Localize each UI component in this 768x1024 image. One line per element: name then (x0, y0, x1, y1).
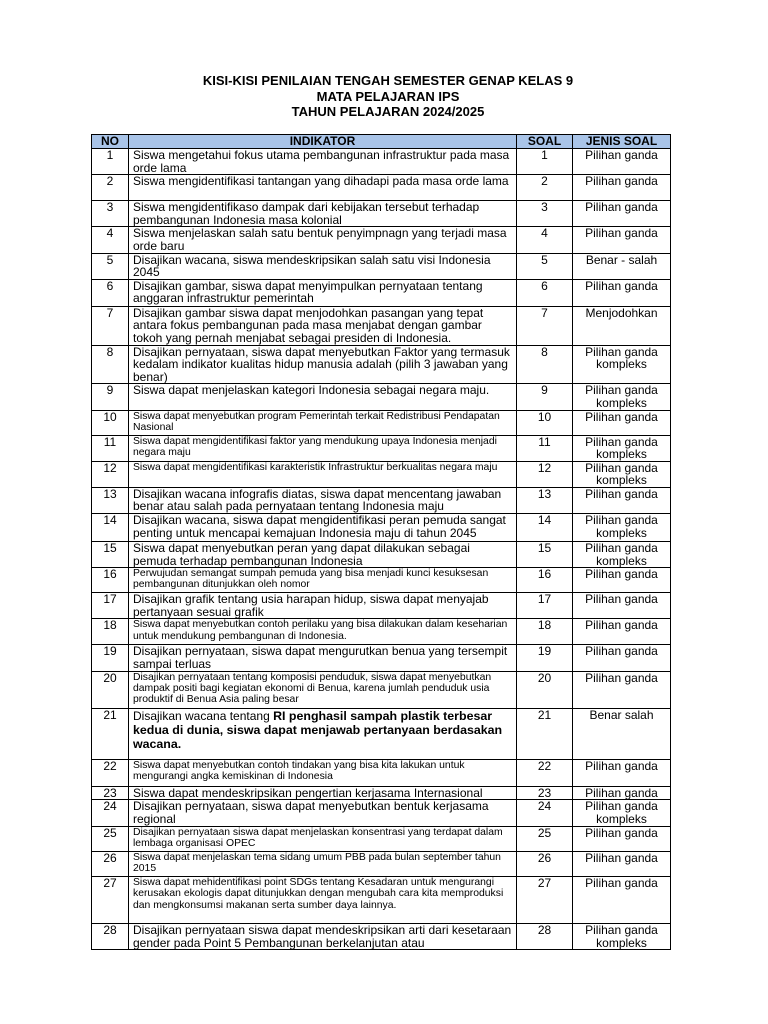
row-soal: 17 (517, 593, 573, 619)
table-row (92, 410, 671, 435)
row-jenis-soal: Pilihan ganda (573, 671, 671, 708)
row-jenis-soal: Pilihan ganda kompleks (573, 461, 671, 487)
title-line-1: KISI-KISI PENILAIAN TENGAH SEMESTER GENAP KELAS 9 (202, 73, 574, 88)
row-jenis-soal: Pilihan ganda (573, 619, 671, 645)
row-soal: 3 (517, 201, 573, 227)
row-indikator: Siswa dapat menyebutkan contoh tindakan yang bisa kita lakukan untuk mengurangi angka kemiskinan di Indonesia (129, 759, 517, 786)
row-number: 18 (92, 619, 129, 645)
header-soal: SOAL (517, 135, 573, 149)
table-row (92, 786, 671, 800)
row-indikator: Disajikan gambar siswa dapat menjodohkan pasangan yang tepat antara fokus pembangunan pada masa menjabat dengan gambar tokoh yang pernah menjabat sebagai presiden di Indonesia. (129, 306, 517, 345)
row-number: 4 (92, 227, 129, 253)
row-soal: 28 (517, 924, 573, 950)
row-indikator: Siswa dapat menyebutkan contoh perilaku yang bisa dilakukan dalam keseharian untuk mendukung pembangunan di Indonesia. (129, 619, 517, 645)
table-row (92, 384, 671, 410)
row-number: 3 (92, 201, 129, 227)
table-row (92, 149, 671, 175)
row-indikator: Perwujudan semangat sumpah pemuda yang bisa menjadi kunci kesuksesan pembangunan ditunjukkan oleh nomor (129, 568, 517, 593)
row-jenis-soal: Pilihan ganda (573, 175, 671, 201)
table-row (92, 593, 671, 619)
row-soal: 22 (517, 759, 573, 786)
row-number: 2 (92, 175, 129, 201)
row-number: 12 (92, 461, 129, 487)
row-soal: 14 (517, 514, 573, 542)
row-soal: 12 (517, 461, 573, 487)
table-row (92, 461, 671, 487)
row-indikator: Siswa dapat menyebutkan program Pemerintah terkait Redistribusi Pendapatan Nasional (129, 410, 517, 435)
table-row (92, 227, 671, 253)
kisi-kisi-table (91, 134, 671, 950)
row-indikator: Siswa mengidentifikaso dampak dari kebijakan tersebut terhadap pembangunan Indonesia masa kolonial (129, 201, 517, 227)
row-jenis-soal: Pilihan ganda (573, 201, 671, 227)
row-number: 20 (92, 671, 129, 708)
table-row (92, 800, 671, 827)
row-soal: 4 (517, 227, 573, 253)
row-soal: 9 (517, 384, 573, 410)
row-jenis-soal: Pilihan ganda (573, 759, 671, 786)
row-number: 9 (92, 384, 129, 410)
document-title (0, 73, 768, 120)
row-number: 17 (92, 593, 129, 619)
row-number: 13 (92, 487, 129, 513)
table-row (92, 279, 671, 306)
row-number: 28 (92, 924, 129, 950)
row-soal: 16 (517, 568, 573, 593)
table-row (92, 619, 671, 645)
row-jenis-soal: Pilihan ganda (573, 645, 671, 671)
row-jenis-soal: Pilihan ganda kompleks (573, 924, 671, 950)
row-jenis-soal: Pilihan ganda kompleks (573, 435, 671, 461)
row-jenis-soal: Pilihan ganda (573, 568, 671, 593)
header-indikator: INDIKATOR (129, 135, 517, 149)
table-row (92, 924, 671, 950)
table-row (92, 759, 671, 786)
row-indikator: Siswa mengidentifikasi tantangan yang dihadapi pada masa orde lama (129, 175, 517, 201)
row-indikator (129, 708, 517, 759)
row-indikator: Siswa dapat mendeskripsikan pengertian kerjasama Internasional (129, 786, 517, 800)
row-soal: 10 (517, 410, 573, 435)
row-jenis-soal: Pilihan ganda (573, 593, 671, 619)
row-jenis-soal: Pilihan ganda kompleks (573, 384, 671, 410)
row-indikator: Siswa mengetahui fokus utama pembangunan infrastruktur pada masa orde lama (129, 149, 517, 175)
row-indikator: Siswa dapat mengidentifikasi karakteristik Infrastruktur berkualitas negara maju (129, 461, 517, 487)
row-soal: 20 (517, 671, 573, 708)
row-indikator: Disajikan wacana, siswa mendeskripsikan salah satu visi Indonesia 2045 (129, 253, 517, 279)
table-row (92, 487, 671, 513)
row-soal: 21 (517, 708, 573, 759)
row-jenis-soal: Pilihan ganda (573, 410, 671, 435)
table-row (92, 514, 671, 542)
row-number: 7 (92, 306, 129, 345)
row-soal: 1 (517, 149, 573, 175)
row-jenis-soal: Pilihan ganda kompleks (573, 514, 671, 542)
table-row (92, 345, 671, 384)
row-jenis-soal: Pilihan ganda kompleks (573, 542, 671, 568)
row-jenis-soal: Pilihan ganda (573, 786, 671, 800)
table-row (92, 253, 671, 279)
row-indikator: Disajikan grafik tentang usia harapan hidup, siswa dapat menyajab pertanyaan sesuai grafik (129, 593, 517, 619)
row-jenis-soal: Pilihan ganda (573, 279, 671, 306)
row-soal: 6 (517, 279, 573, 306)
row-jenis-soal: Pilihan ganda kompleks (573, 345, 671, 384)
row-soal: 19 (517, 645, 573, 671)
row-indikator: Disajikan pernyataan siswa dapat menjelaskan konsentrasi yang terdapat dalam lembaga organisasi OPEC (129, 827, 517, 852)
row-jenis-soal: Pilihan ganda (573, 852, 671, 877)
table-row (92, 201, 671, 227)
row-indikator: Siswa menjelaskan salah satu bentuk penyimpnagn yang terjadi masa orde baru (129, 227, 517, 253)
row-indikator: Disajikan pernyataan, siswa dapat menyebutkan bentuk kerjasama regional (129, 800, 517, 827)
row-soal: 11 (517, 435, 573, 461)
row-number: 14 (92, 514, 129, 542)
indikator-bold-text: RI penghasil sampah plastik terbesar kedua di dunia, siswa dapat menjawab pertanyaan berdasakan wacana. (133, 708, 503, 751)
row-indikator: Siswa dapat menjelaskan kategori Indonesia sebagai negara maju. (129, 384, 517, 410)
table-row (92, 306, 671, 345)
row-number: 16 (92, 568, 129, 593)
table-row (92, 671, 671, 708)
row-jenis-soal: Menjodohkan (573, 306, 671, 345)
row-number: 23 (92, 786, 129, 800)
row-soal: 26 (517, 852, 573, 877)
row-soal: 15 (517, 542, 573, 568)
row-number: 5 (92, 253, 129, 279)
row-indikator: Siswa dapat menyebutkan peran yang dapat dilakukan sebagai pemuda terhadap pembangunan Indonesia (129, 542, 517, 568)
header-jenis-soal: JENIS SOAL (573, 135, 671, 149)
row-soal: 25 (517, 827, 573, 852)
title-line-3: TAHUN PELAJARAN 2024/2025 (291, 104, 485, 119)
row-jenis-soal: Pilihan ganda (573, 149, 671, 175)
row-jenis-soal: Pilihan ganda (573, 487, 671, 513)
row-soal: 18 (517, 619, 573, 645)
row-indikator: Disajikan pernyataan, siswa dapat menyebutkan Faktor yang termasuk kedalam indikator kualitas hidup manusia adalah (pilih 3 jawaban yang benar) (129, 345, 517, 384)
row-soal: 5 (517, 253, 573, 279)
row-number: 19 (92, 645, 129, 671)
row-indikator: Siswa dapat menjelaskan tema sidang umum PBB pada bulan september tahun 2015 (129, 852, 517, 877)
row-soal: 2 (517, 175, 573, 201)
row-indikator: Disajikan wacana, siswa dapat mengidentifikasi peran pemuda sangat penting untuk mencapai kemajuan Indonesia maju di tahun 2045 (129, 514, 517, 542)
row-jenis-soal: Pilihan ganda (573, 827, 671, 852)
table-header-row (92, 135, 671, 149)
row-number: 26 (92, 852, 129, 877)
table-row (92, 877, 671, 924)
row-number: 22 (92, 759, 129, 786)
row-soal: 27 (517, 877, 573, 924)
row-number: 27 (92, 877, 129, 924)
row-soal: 23 (517, 786, 573, 800)
row-jenis-soal: Benar - salah (573, 253, 671, 279)
row-jenis-soal: Benar salah (573, 708, 671, 759)
header-no: NO (92, 135, 129, 149)
table-row (92, 542, 671, 568)
indikator-prefix: Disajikan wacana tentang (133, 708, 274, 723)
title-line-2: MATA PELAJARAN IPS (316, 88, 460, 104)
row-indikator: Siswa dapat mengidentifikasi faktor yang mendukung upaya Indonesia menjadi negara maju (129, 435, 517, 461)
table-row (92, 852, 671, 877)
row-number: 21 (92, 708, 129, 759)
row-indikator: Siswa dapat mehidentifikasi point SDGs tentang Kesadaran untuk mengurangi kerusakan ekologis dapat ditunjukkan dengan mengubah cara kita memproduksi dan mengkonsumsi makanan serta sumber daya lainnya. (129, 877, 517, 924)
row-number: 8 (92, 345, 129, 384)
row-number: 25 (92, 827, 129, 852)
row-number: 11 (92, 435, 129, 461)
table-row (92, 645, 671, 671)
row-number: 10 (92, 410, 129, 435)
row-jenis-soal: Pilihan ganda (573, 227, 671, 253)
row-indikator: Disajikan pernyataan tentang komposisi penduduk, siswa dapat menyebutkan dampak positi bagi kegiatan ekonomi di Benua, karena jumlah penduduk usia produktif di Benua Asia paling besar (129, 671, 517, 708)
row-soal: 8 (517, 345, 573, 384)
row-indikator: Disajikan pernyataan, siswa dapat mengurutkan benua yang tersempit sampai terluas (129, 645, 517, 671)
row-number: 24 (92, 800, 129, 827)
table-row (92, 175, 671, 201)
row-number: 1 (92, 149, 129, 175)
row-soal: 13 (517, 487, 573, 513)
table-row (92, 708, 671, 759)
row-indikator: Disajikan pernyataan siswa dapat mendeskripsikan arti dari kesetaraan gender pada Point 5 Pembangunan berkelanjutan atau (129, 924, 517, 950)
row-number: 6 (92, 279, 129, 306)
row-indikator: Disajikan gambar, siswa dapat menyimpulkan pernyataan tentang anggaran infrastruktur pemerintah (129, 279, 517, 306)
row-soal: 24 (517, 800, 573, 827)
row-jenis-soal: Pilihan ganda (573, 877, 671, 924)
table-row (92, 568, 671, 593)
row-number: 15 (92, 542, 129, 568)
table-row (92, 435, 671, 461)
row-jenis-soal: Pilihan ganda kompleks (573, 800, 671, 827)
row-soal: 7 (517, 306, 573, 345)
row-indikator: Disajikan wacana infografis diatas, siswa dapat mencentang jawaban benar atau salah pada pernyataan tentang Indonesia maju (129, 487, 517, 513)
table-row (92, 827, 671, 852)
